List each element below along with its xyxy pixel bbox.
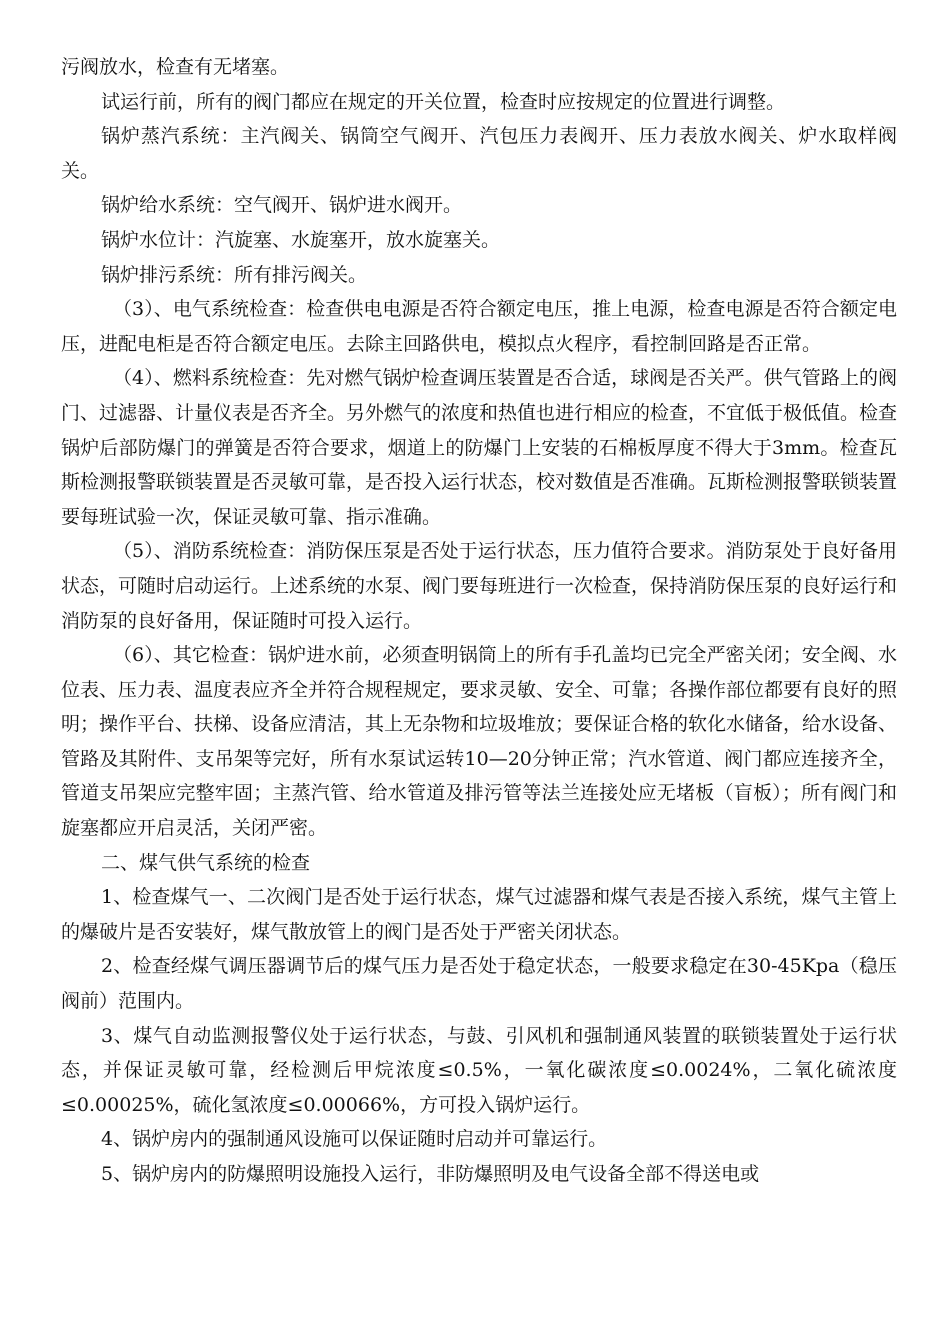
paragraph-other-check: （6）、其它检查：锅炉进水前，必须查明锅筒上的所有手孔盖均已完全严密关闭；安全阀、水位表、压力表、温度表应齐全并符合规程规定，要求灵敏、安全、可靠；各操作部位都要有良好的照明；操作平台、扶梯、设备应清洁，其上无杂物和垃圾堆放；要保证合格的软化水储备，给水设备、管路及其附件、支吊架等完好，所有水泵试运转10—20分钟正常；汽水管道、阀门都应连接齐全，管道支吊架应完整牢固；主蒸汽管、给水管道及排污管等法兰连接处应无堵板（盲板）；所有阀门和旋塞都应开启灵活，关闭严密。 <box>61 644 898 840</box>
paragraph-valve-positions: 试运行前，所有的阀门都应在规定的开关位置，检查时应按规定的位置进行调整。 <box>101 90 786 113</box>
paragraph-feedwater-system: 锅炉给水系统：空气阀开、锅炉进水阀开。 <box>101 194 463 217</box>
paragraph-electrical-check: （3）、电气系统检查：检查供电电源是否符合额定电压，推上电源，检查电源是否符合额定电压，进配电柜是否符合额定电压。去除主回路供电，模拟点火程序，看控制回路是否正常。 <box>61 298 897 355</box>
paragraph-fire-check: （5）、消防系统检查：消防保压泵是否处于运行状态，压力值符合要求。消防泵处于良好备用状态，可随时启动运行。上述系统的水泵、阀门要每班进行一次检查，保持消防保压泵的良好运行和消防泵的良好备用，保证随时可投入运行。 <box>61 540 898 632</box>
paragraph-water-level-gauge: 锅炉水位计：汽旋塞、水旋塞开，放水旋塞关。 <box>101 228 501 251</box>
paragraph-gas-item-1: 1、检查煤气一、二次阀门是否处于运行状态，煤气过滤器和煤气表是否接入系统，煤气主管上的爆破片是否安装好，煤气散放管上的阀门是否处于严密关闭状态。 <box>61 886 897 943</box>
paragraph-continuation: 污阀放水，检查有无堵塞。 <box>61 56 290 78</box>
section-heading-gas-supply: 二、煤气供气系统的检查 <box>101 851 311 874</box>
paragraph-fuel-check: （4）、燃料系统检查：先对燃气锅炉检查调压装置是否合适，球阀是否关严。供气管路上的阀门、过滤器、计量仪表是否齐全。另外燃气的浓度和热值也进行相应的检查，不宜低于极低值。检查锅炉后部防爆门的弹簧是否符合要求，烟道上的防爆门上安装的石棉板厚度不得大于3mm。检查瓦斯检测报警联锁装置是否灵敏可靠，是否投入运行状态，校对数值是否准确。瓦斯检测报警联锁装置要每班试验一次，保证灵敏可靠、指示准确。 <box>61 367 898 528</box>
paragraph-blowdown-system: 锅炉排污系统：所有排污阀关。 <box>101 263 368 286</box>
document-page <box>61 50 897 1192</box>
paragraph-gas-item-3: 3、煤气自动监测报警仪处于运行状态，与鼓、引风机和强制通风装置的联锁装置处于运行状态，并保证灵敏可靠，经检测后甲烷浓度≤0.5%，一氧化碳浓度≤0.0024%，二氧化硫浓度≤0.00025%，硫化氢浓度≤0.00066%，方可投入锅炉运行。 <box>61 1024 897 1116</box>
paragraph-steam-system: 锅炉蒸汽系统：主汽阀关、锅筒空气阀开、汽包压力表阀开、压力表放水阀关、炉水取样阀关。 <box>61 125 897 182</box>
paragraph-gas-item-5: 5、锅炉房内的防爆照明设施投入运行，非防爆照明及电气设备全部不得送电或 <box>101 1163 760 1185</box>
paragraph-gas-item-2: 2、检查经煤气调压器调节后的煤气压力是否处于稳定状态，一般要求稳定在30-45Kpa（稳压阀前）范围内。 <box>61 955 897 1013</box>
paragraph-gas-item-4: 4、锅炉房内的强制通风设施可以保证随时启动并可靠运行。 <box>101 1128 608 1151</box>
